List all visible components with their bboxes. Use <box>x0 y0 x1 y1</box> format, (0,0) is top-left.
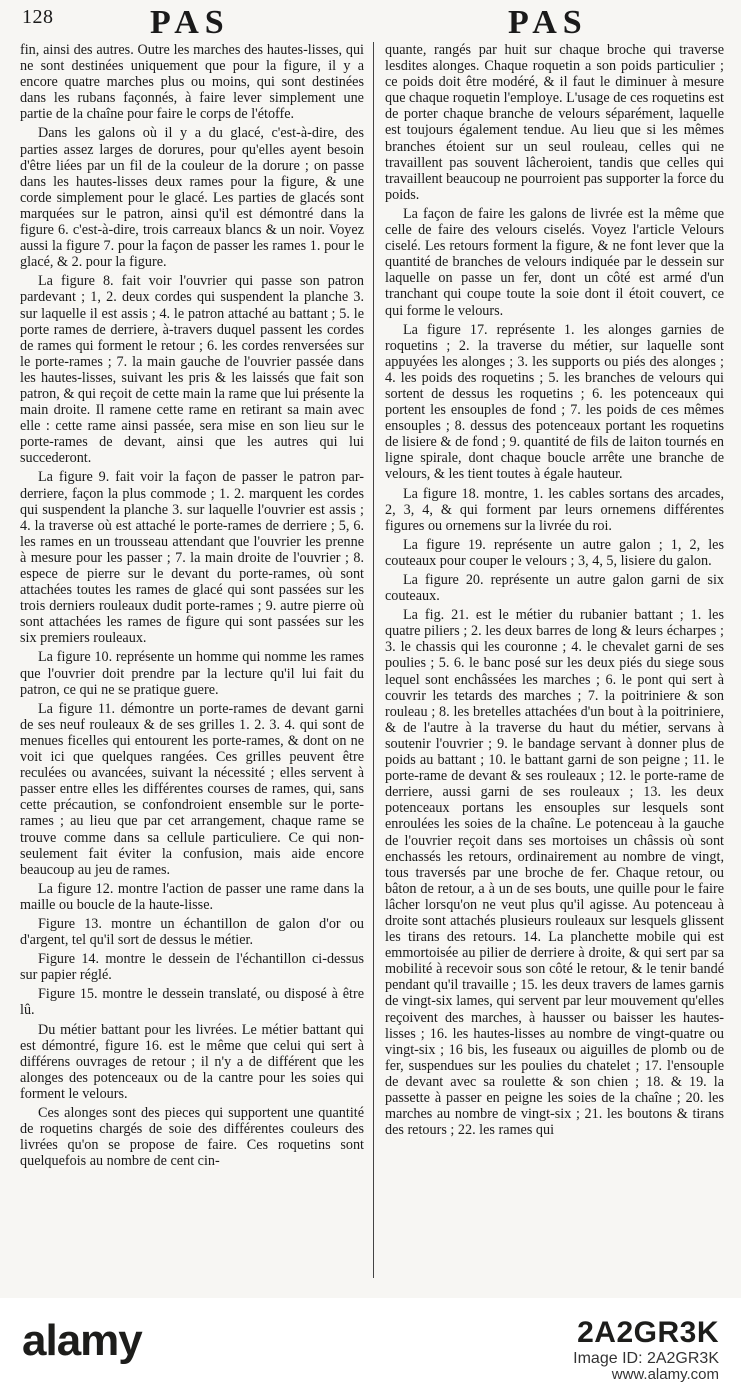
paragraph: La figure 18. montre, 1. les cables sortans des arcades, 2, 3, 4, & qui forment par leurs ornemens différentes figures ou ornemens sur la livrée du roi. <box>385 485 724 534</box>
paragraph: La figure 19. représente un autre galon ; 1, 2, les couteaux pour couper le velours ; 3, 4, 5, lisiere du galon. <box>385 536 724 569</box>
paragraph: La fig. 21. est le métier du rubanier battant ; 1. les quatre piliers ; 2. les deux barres de long & leurs écharpes ; 3. le chassis qui les couronne ; 4. le chevalet garni de ses poulies ; 5. 6. le banc posé sur les deux piés du siege sous lequel sont enchâssées les marches ; 6. le pont qui sert à couvrir les tetards des marches ; 7. la poitriniere & son rouleau ; 8. les bretelles attachées d'un bout à la poitriniere, & de l'autre à la traverse du haut du métier, servans à soutenir l'ouvrier ; 9. le bandage servant à donner plus de poids au battant ; 10. le battant garni de son peigne ; 11. le porte-rame de devant & ses rouleaux ; 12. le porte-rame de derriere, aussi garni de ses rouleaux ; 13. les deux potenceaux portans les ensouples sur lesquels sont enroulées les soies de la chaîne. Le potenceau à la gauche de l'ouvrier reçoit dans ses mortoises un châssis où sont enchassés les retours, ordinairement au nombre de vingt, tous traversés par une broche de fer. Chaque retour, ou bâton de retour, a à un de ses bouts, une quille pour le faire lâcher lorsqu'on ne veut plus qu'il agisse. Au potenceau à droite sont attachés plusieurs rouleaux sur lesquels glissent les tirans des retours. 14. La planchette mobile qui est emmortoisée au pilier de derriere à droite, & qui sert par sa mobilité à recevoir sous son côté le retour, & le tenir bandé pendant qu'il travaille ; 15. les deux travers de lames garnis de vingt-six lames, qui servent par leur mouvement qu'elles reçoivent des marches, à hausser ou baisser les hautes-lisses ; 16. les hautes-lisses au nombre de vingt-quatre ou vingt-six ; 16 bis, les fuseaux ou aiguilles de plomb ou de fer, suspendues sur les poulies du chatelet ; 17. l'ensouple de devant avec sa roulette & son chien ; 18. & 19. la passette à passer en peigne les soies de la chaîne ; 20. les marches au nombre de vingt-six ; 21. les boutons & tirans des retours ; 22. les rames qui <box>385 607 724 1139</box>
paragraph: Figure 13. montre un échantillon de galon d'or ou d'argent, tel qu'il sort de dessus le métier. <box>20 915 364 949</box>
paragraph: Figure 14. montre le dessein de l'échantillon ci-dessus sur papier réglé. <box>20 951 364 984</box>
left-column <box>20 42 364 1282</box>
paragraph: La figure 17. représente 1. les alonges garnies de roquetins ; 2. la traverse du métier, sur laquelle sont appuyées les alonges ; 3. les supports ou piés des alonges ; 4. les poids des roquetins ; 5. les branches de velours qui sortent de dessus les roquetins ; 6. les potenceaux qui portent les ensouples de fond ; 7. les poids de ces mêmes ensouples ; 8. dessus des potenceaux portant les roquetins de lisiere & de fond ; 9. quantité de fils de laiton tournés en ligne spirale, dont chaque boucle arrête une branche de velours, & les tient toutes à égale hauteur. <box>385 321 724 483</box>
right-column <box>385 42 724 1282</box>
paragraph: Du métier battant pour les livrées. Le métier battant qui est démontré, figure 16. est le même que celui qui sert à différens ouvrages de retour ; il n'y a de différent que les alonges des potenceaux ou de la cantre pour les soies qui forment le velours. <box>20 1021 364 1102</box>
paragraph: La figure 20. représente un autre galon garni de six couteaux. <box>385 572 724 605</box>
image-id <box>573 1316 719 1368</box>
paragraph: Figure 15. montre le dessein translaté, ou disposé à être lû. <box>20 986 364 1019</box>
running-head-right: PAS <box>508 4 588 41</box>
paragraph: Ces alonges sont des pieces qui supportent une quantité de roquetins chargés de soie des différentes couleurs des livrées qu'on se propose de faire. Ces roquetins sont quelquefois au nombre de cent cin- <box>20 1105 364 1170</box>
paragraph: quante, rangés par huit sur chaque broche qui traverse lesdites alonges. Chaque roquetin a son poids particulier ; ce poids doit être modéré, & il faut le diminuer à mesure que chaque roquetin l'employe. L'usage de ces roquetins est de porter chaque branche de velours séparément, laquelle est toujours également tendue. Au lieu que si les mêmes branches étoient sur un seul rouleau, celles qui ne travaillent pas souvent lâcheroient, tandis que celles qui travaillent beaucoup ne pourroient pas supporter la force du poids. <box>385 42 724 203</box>
paragraph: La figure 8. fait voir l'ouvrier qui passe son patron pardevant ; 1, 2. deux cordes qui suspendent la planche 3. sur laquelle il est assis ; 4. le patron attaché au battant ; 5. le porte rames de derriere, à-travers duquel passent les cordes de rames qui forment le retour ; 6. les cordes renversées sur le porte-rames ; 7. la main gauche de l'ouvrier passée dans les hautes-lisses, suivant les pris & les laissés que fait son patron, & qui reçoit de cette main la rame que lui présente la main droite. Il ramene cette rame en retirant sa main avec elle : cette rame ainsi passée, sera mise en son lieu sur le porte-rames de devant, ainsi que les autres qui lui succederont. <box>20 273 364 467</box>
paragraph: La figure 10. représente un homme qui nomme les rames que l'ouvrier doit prendre par la lecture qu'il lui fait du patron, ce qui ne se pratique guere. <box>20 649 364 698</box>
column-divider <box>373 42 374 1278</box>
paragraph: La figure 12. montre l'action de passer une rame dans la maille ou boucle de la haute-lisse. <box>20 880 364 913</box>
stock-footer <box>0 1298 741 1390</box>
running-head-left: PAS <box>150 4 230 41</box>
paragraph: fin, ainsi des autres. Outre les marches des hautes-lisses, qui ne sont destinées uniquement que pour la figure, il y a encore quatre marches plus ou moins, qui sont destinées dans les rubans façonnés, à faire lever simplement une partie de la chaîne pour faire le corps de l'étoffe. <box>20 42 364 123</box>
site-url: www.alamy.com <box>611 1366 719 1383</box>
paragraph: La figure 11. démontre un porte-rames de devant garni de ses neuf rouleaux & de ses grilles 1. 2. 3. 4. qui sont de menues ficelles qui entourent les porte-rames, & dont on ne voit ici que quelques rangées. Ces grilles peuvent être reculées ou avancées, suivant la nécessité ; elles servent à passer entre elles les différentes courses de rames, qui, sans cette précaution, se confondroient ensemble sur le porte-rames ; au lieu que par cet arrangement, chaque rame se trouve comme dans sa cellule particuliere. Ce qui non-seulement fait éviter la confusion, mais aide encore beaucoup au jeu de rames. <box>20 700 364 878</box>
paragraph: La façon de faire les galons de livrée est la même que celle de faire des velours ciselés. Voyez l'article Velours ciselé. Les retours forment la figure, & ne font lever que la quantité de branches de velours indiquée par le dessein sur laquelle on passe un fer, dont un côté est armé d'un tranchant qui coupe toute la soie dont il étoit couvert, ce qui forme le velours. <box>385 205 724 319</box>
paragraph: La figure 9. fait voir la façon de passer le patron par-derriere, façon la plus commode ; 1. 2. marquent les cordes qui suspendent la planche 3. sur laquelle l'ouvrier est assis ; 4. la traverse où est attaché le porte-rames de derriere ; 5, 6. les rames en un trousseau attendant que l'ouvrier les prenne à mesure pour les passer ; 7. la main droite de l'ouvrier ; 8. espece de pierre sur le devant du porte-rames, où sont attachées toutes les rames de glacé qui sont passées sur les trois derniers rouleaux dudit porte-rames ; 9. autre pierre où sont attachées les rames de figure qui sont passées sur les six premiers rouleaux. <box>20 469 364 647</box>
image-id-value: 2A2GR3K <box>577 1316 719 1349</box>
image-id-label: Image ID: 2A2GR3K <box>573 1350 719 1367</box>
alamy-logo: alamy <box>22 1316 142 1365</box>
paragraph: Dans les galons où il y a du glacé, c'est-à-dire, des parties assez larges de dorures, pour qu'elles ayent besoin d'être liées par un fil de la couleur de la dorure ; on passe dans les hautes-lisses deux rames pour la figure, & une corde simplement pour le glacé. Les parties de glacés sont marquées sur le patron, ainsi qu'il est démontré dans la figure 6. c'est-à-dire, trois carreaux blancs & un noir. Voyez aussi la figure 7. pour la façon de passer les rames 1. pour le glacé, & 2. pour la figure. <box>20 125 364 271</box>
page-number: 128 <box>22 6 54 28</box>
